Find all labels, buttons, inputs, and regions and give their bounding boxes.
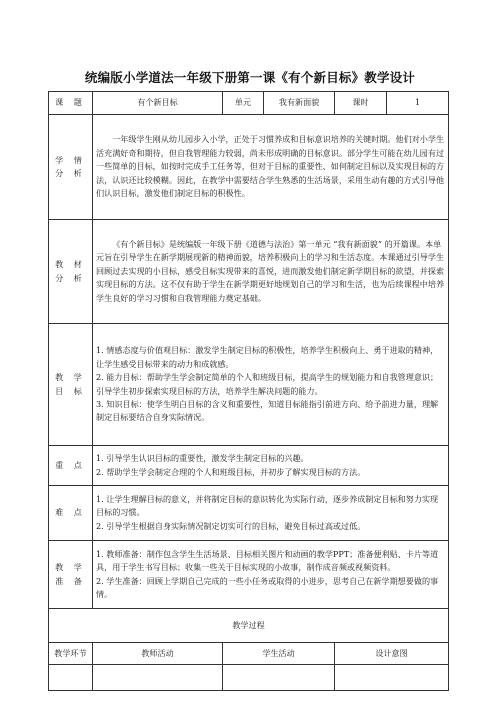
header-row (49, 92, 449, 115)
key-point-item: 1. 引导学生认识目标的重要性，激发学生制定目标的兴趣。 (96, 453, 309, 464)
objective-item: 3. 知识目标：使学生明白目标的含义和重要性，知道目标能指引前进方向、给予前进力量，理解制定目标要结合自身实际情况。 (96, 398, 439, 423)
key-points-label: 重 点 (49, 446, 93, 486)
unit-value: 我有新面貌 (264, 92, 335, 115)
hours-label: 课时 (335, 92, 387, 115)
objectives-text (93, 324, 449, 446)
unit-label: 单元 (223, 92, 264, 115)
topic-label: 课 题 (49, 92, 93, 115)
key-point-item: 2. 帮助学生学会制定合理的个人和班级目标，并初步了解实现目标的方法。 (96, 466, 366, 477)
difficulty-item: 2. 引导学生根据自身实际情况制定切实可行的目标，避免目标过高或过低。 (96, 520, 366, 531)
column-design-intent: 设计意图 (335, 643, 449, 665)
objectives-row (49, 324, 449, 446)
column-stage: 教学环节 (49, 643, 93, 665)
material-analysis-text: 《有个新目标》是统编版一年级下册《道德与法治》第一单元 “我有新面貌” 的开篇课。本单元旨在引导学生在新学期展现新的精神面貌，培养积极向上的学习和生活态度。本课通过引导学生回顾过去实现的小目标，感受目标实现带来的喜悦，进而激发他们制定新学期目标的欲望，并探索实现目标的方法。这不仅有助于学生在新学期更好地规划自己的学习和生活，也为后续课程中培养学生良好的学习习惯和自我管理能力奠定基础。 (93, 220, 449, 324)
objective-item: 1. 情感态度与价值观目标：激发学生制定目标的积极性，培养学生积极向上、勇于进取的精神，让学生感受目标带来的动力和成就感。 (96, 345, 439, 369)
design-intent-cell (335, 665, 449, 691)
key-points-row (49, 446, 449, 486)
objective-item: 2. 能力目标：帮助学生学会制定简单的个人和班级目标，提高学生的规划能力和自我管理意识；引导学生初步探索实现目标的方法，培养学生解决问题的能力。 (96, 372, 439, 396)
preparation-row (49, 541, 449, 609)
learning-analysis-row (49, 115, 449, 220)
material-analysis-row (49, 220, 449, 324)
process-heading-row (49, 609, 449, 643)
difficulty-item: 1. 让学生理解目标的意义，并将制定目标的意识转化为实际行动，逐步养成制定目标和努力实现目标的习惯。 (96, 493, 439, 518)
teacher-activity-cell (93, 665, 223, 691)
stage-cell (49, 665, 93, 691)
preparation-item: 2. 学生准备：回顾上学期自己完成的一些小任务或取得的小进步，思考自己在新学期想要做的事情。 (96, 575, 439, 599)
difficulties-text (93, 486, 449, 541)
lesson-plan-table (48, 91, 449, 691)
learning-analysis-label: 学 情 分 析 (49, 115, 93, 220)
column-student-activity: 学生活动 (223, 643, 335, 665)
objectives-label: 教 学 目 标 (49, 324, 93, 446)
preparation-label: 教 学 准 备 (49, 541, 93, 609)
key-points-text (93, 446, 449, 486)
preparation-text (93, 541, 449, 609)
preparation-item: 1. 教师准备：制作包含学生生活场景、目标相关图片和动画的教学PPT；准备便利贴、卡片等道具，用于学生书写目标；收集一些关于目标实现的小故事，制作成音频或视频资料。 (96, 548, 439, 573)
process-blank-row (49, 665, 449, 691)
column-teacher-activity: 教师活动 (93, 643, 223, 665)
document-title: 统编版小学道法一年级下册第一课《有个新目标》教学设计 (84, 70, 416, 85)
topic-value: 有个新目标 (93, 92, 223, 115)
student-activity-cell (223, 665, 335, 691)
process-heading: 教学过程 (49, 609, 449, 643)
learning-analysis-text: 一年级学生刚从幼儿园步入小学，正处于习惯养成和目标意识培养的关键时期。他们对小学生活充满好奇和期待，但自我管理能力较弱，尚未形成明确的目标意识。部分学生可能在幼儿园有过一些简单的目标，如按时完成手工任务等，但对于目标的重要性、如何制定目标以及实现目标的方法，认识还比较模糊。因此，在教学中需要结合学生熟悉的生活场景，采用生动有趣的方式引导他们认识目标，激发他们制定目标的积极性。 (93, 115, 449, 220)
difficulties-row (49, 486, 449, 541)
material-analysis-label: 教 材 分 析 (49, 220, 93, 324)
hours-value: 1 (387, 92, 449, 115)
process-columns-row (49, 643, 449, 665)
difficulties-label: 难 点 (49, 486, 93, 541)
